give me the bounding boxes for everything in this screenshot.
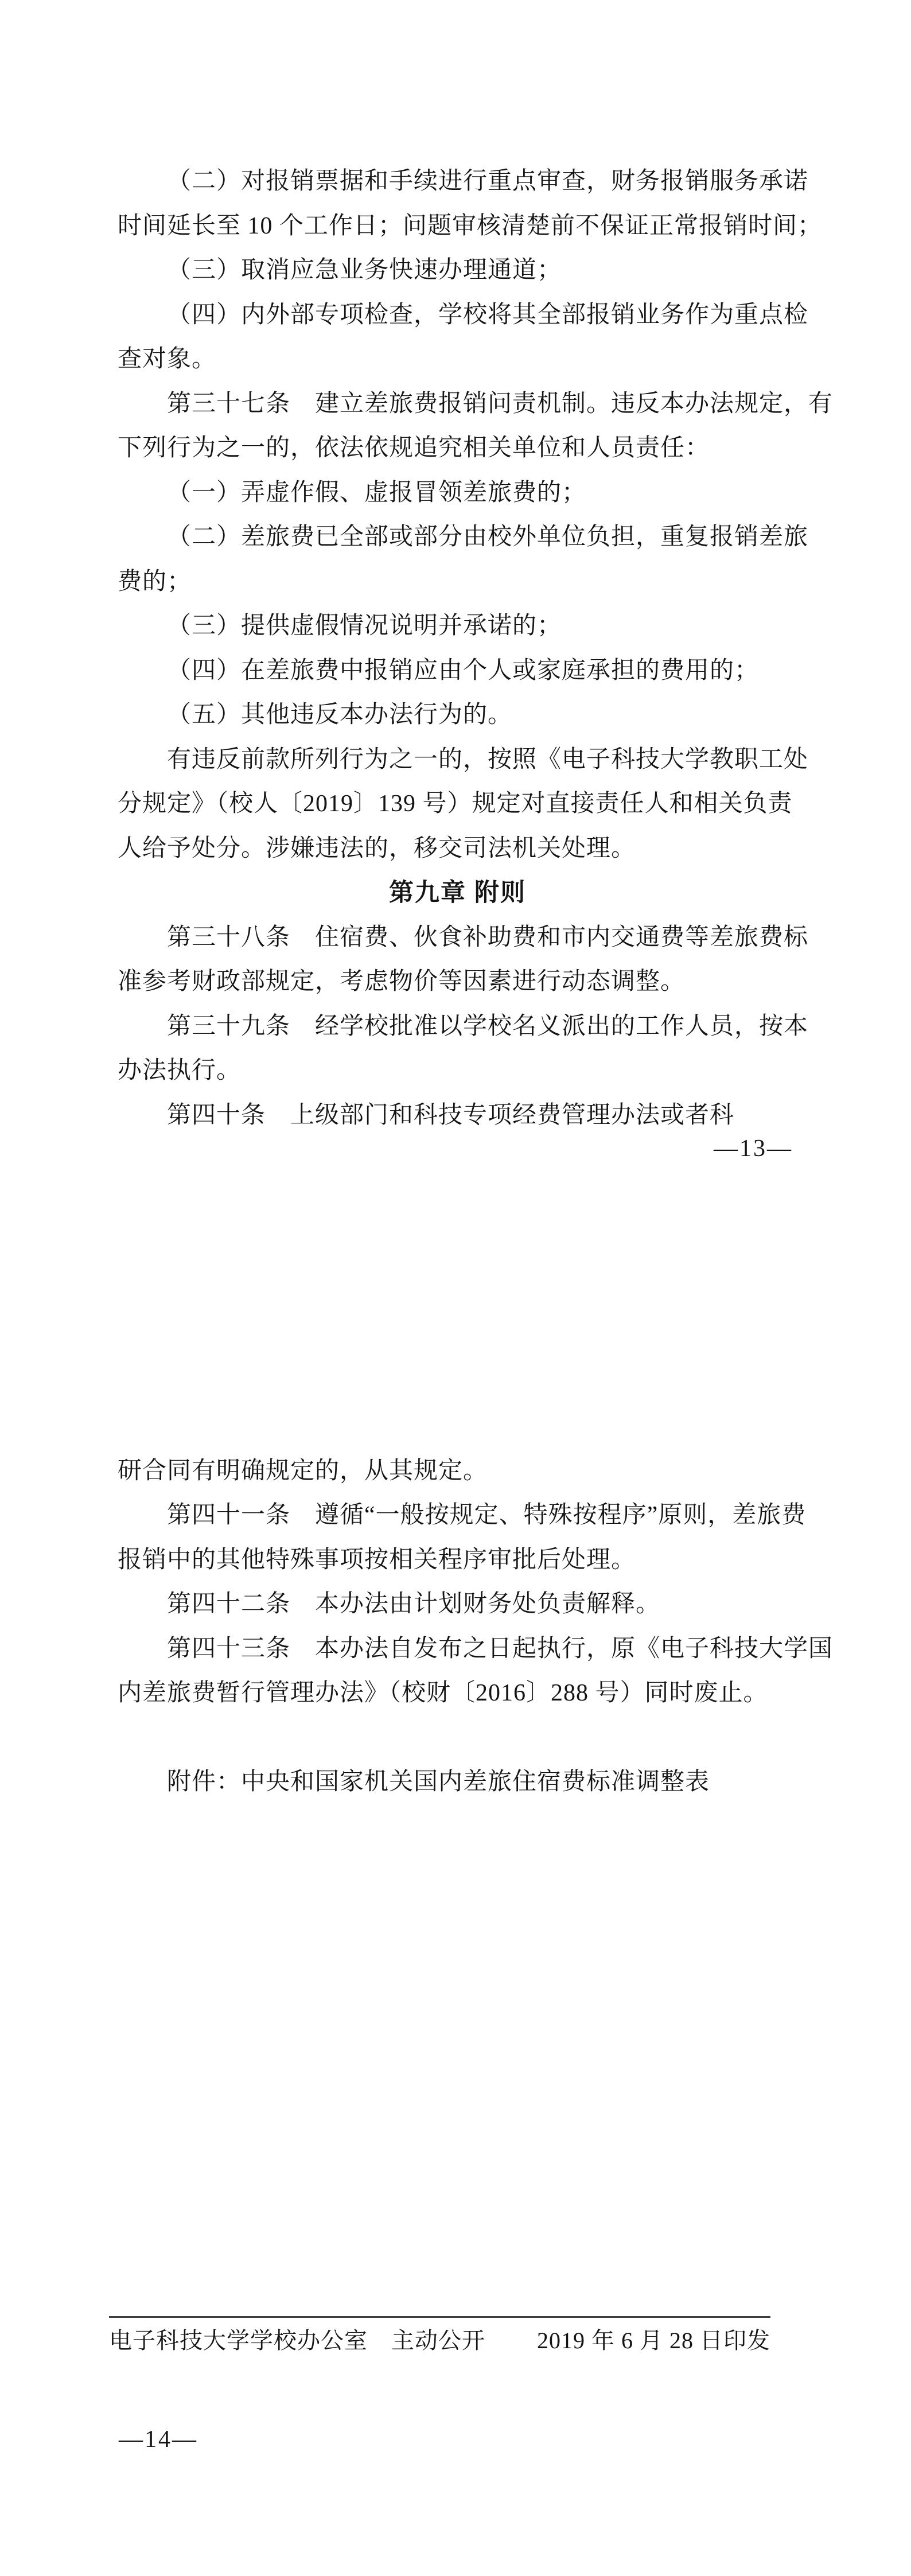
text-line: 有违反前款所列行为之一的，按照《电子科技大学教职工处 [167,746,809,773]
text-line: 内差旅费暂行管理办法》（校财〔2016〕288 号）同时废止。 [118,1680,768,1706]
page-number-14: —14— [119,2426,198,2453]
text-line: 查对象。 [118,346,217,372]
blank-line [118,1404,797,1449]
article-37-line: 第三十七条 建立差旅费报销问责机制。违反本办法规定，有 [167,390,834,417]
attachment-line: 附件：中央和国家机关国内差旅住宿费标准调整表 [167,1769,710,1795]
footer-issuer: 电子科技大学学校办公室 主动公开 [109,2328,485,2353]
article-40-line: 第四十条 上级部门和科技专项经费管理办法或者科 [167,1102,735,1129]
text-line: 报销中的其他特殊事项按相关程序审批后处理。 [118,1546,636,1573]
footer-imprint [109,2327,770,2355]
blank-line [118,1360,797,1405]
text-line: 准参考财政部规定，考虑物价等因素进行动态调整。 [118,968,686,995]
text-line: （三）取消应急业务快速办理通道； [167,257,562,283]
text-line: 办法执行。 [118,1057,242,1084]
text-line: （四）内外部专项检查，学校将其全部报销业务作为重点检 [167,301,809,328]
text-line: （三）提供虚假情况说明并承诺的； [167,613,562,639]
text-line: 时间延长至 10 个工作日；问题审核清楚前不保证正常报销时间； [118,212,823,239]
text-line: 人给予处分。涉嫌违法的，移交司法机关处理。 [118,835,636,862]
chapter-heading: 第九章 附则 [389,879,526,906]
text-line: 费的； [118,568,192,595]
text-line: 分规定》（校人〔2019〕139 号）规定对直接责任人和相关负责 [118,791,793,817]
text-line: （二）差旅费已全部或部分由校外单位负担，重复报销差旅 [167,524,809,550]
document-body [118,159,834,1805]
blank-line [118,1316,797,1360]
text-line: （二）对报销票据和手续进行重点审查，财务报销服务承诺 [167,168,809,194]
blank-line [118,1271,797,1316]
text-line: 研合同有明确规定的，从其规定。 [118,1457,488,1484]
blank-line [118,1182,797,1227]
footer-print-date: 2019 年 6 月 28 日印发 [537,2328,770,2353]
blank-line [118,1227,797,1271]
text-line: （五）其他违反本办法行为的。 [167,702,513,728]
article-38-line: 第三十八条 住宿费、伙食补助费和市内交通费等差旅费标 [167,924,809,951]
article-41-line: 第四十一条 遵循“一般按规定、特殊按程序”原则，差旅费 [167,1502,807,1528]
text-line: 下列行为之一的，依法依规追究相关单位和人员责任： [118,435,710,461]
text-line: （一）弄虚作假、虚报冒领差旅费的； [167,479,587,506]
article-43-line: 第四十三条 本办法自发布之日起执行，原《电子科技大学国 [167,1635,834,1662]
article-39-line: 第三十九条 经学校批准以学校名义派出的工作人员，按本 [167,1013,809,1040]
blank-line [118,1716,797,1761]
text-line: （四）在差旅费中报销应由个人或家庭承担的费用的； [167,657,760,684]
page-number-13: —13— [714,1135,793,1162]
footer-divider [109,2316,770,2318]
blank-line [118,1135,797,1182]
article-42-line: 第四十二条 本办法由计划财务处负责解释。 [167,1591,661,1617]
